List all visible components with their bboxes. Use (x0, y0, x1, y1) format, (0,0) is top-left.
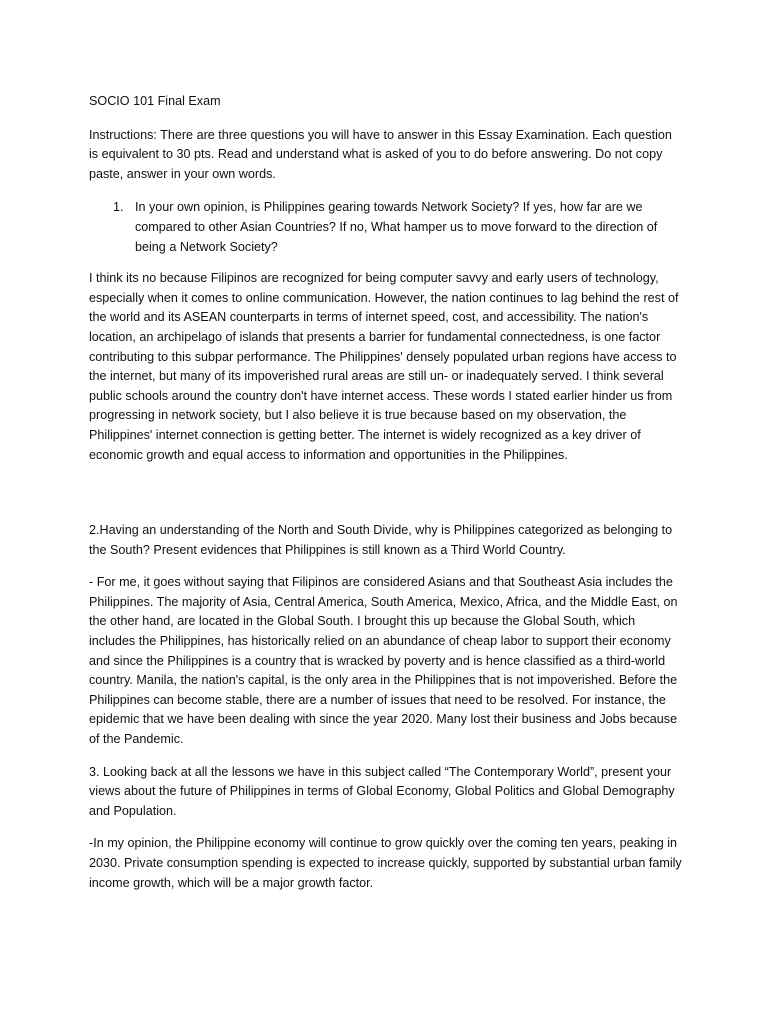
exam-title: SOCIO 101 Final Exam (89, 94, 221, 108)
question-1-number: 1. (113, 200, 124, 215)
answer-3: -In my opinion, the Philippine economy will continue to grow quickly over the coming ten years, peaking in 2030. Private consumption spending is expected to increase quickly, supported by substantial urban family income growth, which will be a major growth factor. (89, 836, 682, 890)
question-1 (113, 198, 683, 257)
answer-1: I think its no because Filipinos are recognized for being computer savvy and early users of technology, especially when it comes to online communication. However, the nation continues to lag behind the rest of the world and its ASEAN counterparts in terms of internet speed, cost, and accessibility. The nation's location, an archipelago of islands that presents a barrier for fundamental connectedness, is one factor contributing to this subpar performance. The Philippines' densely populated urban regions have access to the internet, but many of its impoverished rural areas are still un- or inadequately served. I think several public schools around the country don't have internet access. These words I stated earlier hinder us from progressing in network society, but I also believe it is true because based on my observation, the Philippines' internet connection is getting better. The internet is widely recognized as a key driver of economic growth and equal access to information and opportunities in the Philippines. (89, 271, 679, 462)
document-body (89, 92, 683, 893)
question-2: 2.Having an understanding of the North and South Divide, why is Philippines categorized as belonging to the South? Present evidences that Philippines is still known as a Third World Country. (89, 523, 673, 557)
answer-2: - For me, it goes without saying that Filipinos are considered Asians and that Southeast Asia includes the Philippines. The majority of Asia, Central America, South America, Mexico, Africa, and the Middle East, on the other hand, are located in the Global South. I brought this up because the Global South, which includes the Philippines, has historically relied on an abundance of cheap labor to support their economy and since the Philippines is a country that is wracked by poverty and is hence classified as a third-world country. Manila, the nation's capital, is the only area in the Philippines that is not impoverished. Before the Philippines can become stable, there are a number of issues that need to be resolved. For instance, the epidemic that we have been dealing with since the year 2020. Many lost their business and Jobs because of the Pandemic. (89, 575, 678, 747)
question-3: 3. Looking back at all the lessons we have in this subject called “The Contemporary World”, present your views about the future of Philippines in terms of Global Economy, Global Politics and Global Demography and Population. (89, 764, 675, 818)
instructions-paragraph: Instructions: There are three questions you will have to answer in this Essay Examination. Each question is equivalent to 30 pts. Read and understand what is asked of you to do before answering. Do not copy paste, answer in your own words. (89, 127, 672, 181)
question-1-text: In your own opinion, is Philippines gearing towards Network Society? If yes, how far are we compared to other Asian Countries? If no, What hamper us to move forward to the direction of being a Network Society? (135, 200, 658, 254)
